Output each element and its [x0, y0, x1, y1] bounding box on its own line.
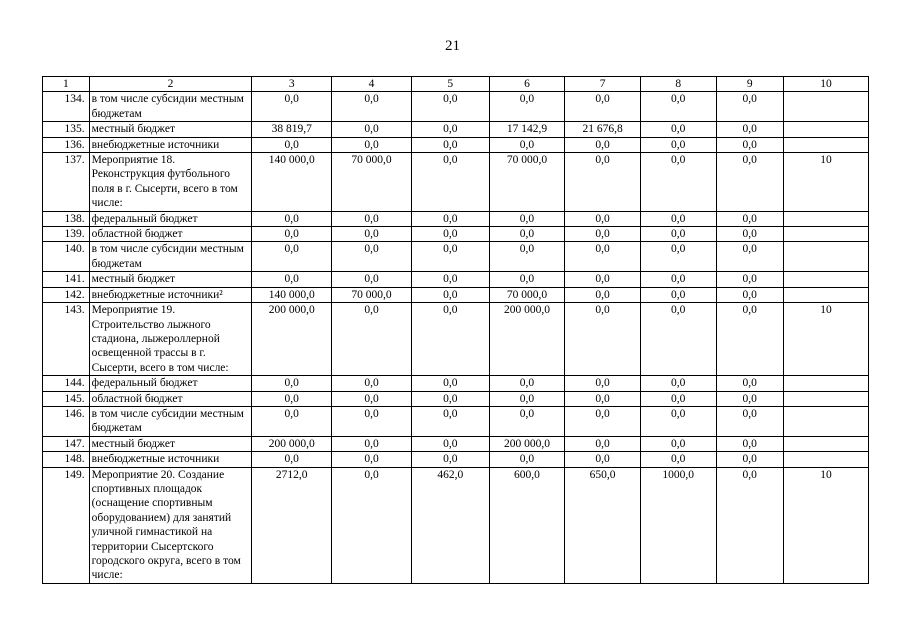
value-cell: 0,0	[565, 272, 641, 287]
value-cell: 0,0	[565, 227, 641, 242]
value-cell: 0,0	[565, 287, 641, 302]
page-number: 21	[445, 38, 460, 54]
value-cell: 0,0	[640, 287, 716, 302]
value-cell: 0,0	[640, 272, 716, 287]
row-label: внебюджетные источники	[89, 452, 252, 467]
table-row	[43, 376, 869, 391]
value-cell	[783, 211, 868, 226]
row-label: областной бюджет	[89, 391, 252, 406]
row-label: внебюджетные источники	[89, 137, 252, 152]
value-cell: 0,0	[411, 92, 489, 122]
value-cell: 0,0	[332, 406, 412, 436]
table-row	[43, 467, 869, 583]
value-cell: 0,0	[332, 122, 412, 137]
value-cell: 0,0	[640, 122, 716, 137]
value-cell: 0,0	[716, 467, 783, 583]
value-cell: 0,0	[411, 122, 489, 137]
value-cell: 0,0	[332, 303, 412, 376]
value-cell: 0,0	[489, 391, 565, 406]
column-header: 1	[43, 77, 90, 92]
table-header-row	[43, 77, 869, 92]
value-cell: 10	[783, 153, 868, 212]
value-cell	[783, 137, 868, 152]
value-cell: 0,0	[716, 92, 783, 122]
row-label: местный бюджет	[89, 272, 252, 287]
value-cell	[783, 227, 868, 242]
row-number: 147.	[43, 436, 90, 451]
value-cell	[783, 92, 868, 122]
value-cell	[783, 452, 868, 467]
table-row	[43, 137, 869, 152]
value-cell: 0,0	[640, 227, 716, 242]
row-label: областной бюджет	[89, 227, 252, 242]
value-cell: 462,0	[411, 467, 489, 583]
value-cell: 0,0	[716, 452, 783, 467]
value-cell: 17 142,9	[489, 122, 565, 137]
value-cell: 140 000,0	[252, 153, 332, 212]
table-row	[43, 406, 869, 436]
value-cell: 0,0	[252, 211, 332, 226]
table-row	[43, 92, 869, 122]
table-row	[43, 242, 869, 272]
value-cell: 0,0	[411, 242, 489, 272]
row-label: внебюджетные источники²	[89, 287, 252, 302]
value-cell: 0,0	[640, 376, 716, 391]
value-cell: 0,0	[640, 242, 716, 272]
row-number: 140.	[43, 242, 90, 272]
value-cell: 10	[783, 467, 868, 583]
value-cell: 0,0	[252, 452, 332, 467]
column-header: 8	[640, 77, 716, 92]
value-cell: 0,0	[640, 391, 716, 406]
value-cell: 0,0	[411, 272, 489, 287]
table-row	[43, 227, 869, 242]
value-cell: 70 000,0	[332, 287, 412, 302]
value-cell	[783, 406, 868, 436]
budget-table	[42, 76, 869, 584]
value-cell: 0,0	[565, 92, 641, 122]
value-cell: 70 000,0	[489, 153, 565, 212]
table-row	[43, 303, 869, 376]
row-number: 148.	[43, 452, 90, 467]
table-row	[43, 153, 869, 212]
value-cell: 650,0	[565, 467, 641, 583]
column-header: 9	[716, 77, 783, 92]
value-cell: 0,0	[332, 467, 412, 583]
value-cell: 0,0	[332, 452, 412, 467]
value-cell	[783, 242, 868, 272]
value-cell: 2712,0	[252, 467, 332, 583]
value-cell: 0,0	[252, 406, 332, 436]
column-header: 5	[411, 77, 489, 92]
table-row	[43, 287, 869, 302]
value-cell: 0,0	[252, 272, 332, 287]
value-cell: 10	[783, 303, 868, 376]
value-cell: 0,0	[565, 452, 641, 467]
value-cell: 0,0	[640, 436, 716, 451]
value-cell: 0,0	[332, 272, 412, 287]
value-cell: 0,0	[565, 242, 641, 272]
value-cell: 0,0	[411, 436, 489, 451]
row-label: Мероприятие 20. Создание спортивных площадок (оснащение спортивным оборудованием) для занятий уличной гимнастикой на территории Сысертского городского округа, всего в том числе:	[89, 467, 252, 583]
value-cell: 0,0	[565, 137, 641, 152]
value-cell: 0,0	[411, 211, 489, 226]
value-cell: 0,0	[332, 137, 412, 152]
value-cell: 0,0	[640, 406, 716, 436]
row-number: 144.	[43, 376, 90, 391]
value-cell: 0,0	[411, 303, 489, 376]
value-cell	[783, 376, 868, 391]
row-number: 149.	[43, 467, 90, 583]
row-label: Мероприятие 18. Реконструкция футбольного поля в г. Сысерти, всего в том числе:	[89, 153, 252, 212]
value-cell: 0,0	[252, 137, 332, 152]
value-cell: 0,0	[716, 376, 783, 391]
value-cell	[783, 391, 868, 406]
value-cell: 0,0	[489, 272, 565, 287]
value-cell: 0,0	[716, 153, 783, 212]
value-cell: 0,0	[411, 227, 489, 242]
value-cell: 0,0	[489, 137, 565, 152]
value-cell: 0,0	[716, 137, 783, 152]
row-number: 137.	[43, 153, 90, 212]
table-row	[43, 436, 869, 451]
value-cell: 0,0	[716, 406, 783, 436]
column-header: 7	[565, 77, 641, 92]
value-cell: 0,0	[411, 153, 489, 212]
value-cell	[783, 272, 868, 287]
value-cell: 0,0	[565, 211, 641, 226]
value-cell: 200 000,0	[252, 436, 332, 451]
row-number: 139.	[43, 227, 90, 242]
value-cell: 0,0	[411, 376, 489, 391]
value-cell	[783, 436, 868, 451]
table-body	[43, 77, 869, 584]
value-cell: 0,0	[716, 303, 783, 376]
value-cell: 0,0	[489, 242, 565, 272]
value-cell: 0,0	[565, 391, 641, 406]
column-header: 10	[783, 77, 868, 92]
value-cell: 0,0	[252, 92, 332, 122]
value-cell: 0,0	[332, 436, 412, 451]
value-cell: 200 000,0	[252, 303, 332, 376]
value-cell: 0,0	[489, 211, 565, 226]
value-cell: 0,0	[640, 303, 716, 376]
value-cell: 0,0	[716, 272, 783, 287]
value-cell: 0,0	[332, 211, 412, 226]
value-cell: 0,0	[716, 227, 783, 242]
value-cell: 38 819,7	[252, 122, 332, 137]
value-cell: 0,0	[640, 92, 716, 122]
value-cell: 0,0	[565, 303, 641, 376]
value-cell: 0,0	[332, 92, 412, 122]
table-row	[43, 272, 869, 287]
value-cell: 0,0	[716, 287, 783, 302]
value-cell: 0,0	[565, 376, 641, 391]
value-cell: 0,0	[640, 211, 716, 226]
row-number: 136.	[43, 137, 90, 152]
row-label: в том числе субсидии местным бюджетам	[89, 242, 252, 272]
value-cell: 0,0	[332, 391, 412, 406]
row-label: федеральный бюджет	[89, 376, 252, 391]
value-cell: 0,0	[565, 153, 641, 212]
value-cell: 70 000,0	[332, 153, 412, 212]
value-cell: 0,0	[716, 122, 783, 137]
value-cell: 0,0	[252, 391, 332, 406]
column-header: 4	[332, 77, 412, 92]
row-label: в том числе субсидии местным бюджетам	[89, 92, 252, 122]
value-cell: 200 000,0	[489, 436, 565, 451]
value-cell: 0,0	[332, 227, 412, 242]
row-label: местный бюджет	[89, 436, 252, 451]
value-cell: 0,0	[489, 452, 565, 467]
row-number: 142.	[43, 287, 90, 302]
value-cell: 0,0	[252, 227, 332, 242]
value-cell	[783, 122, 868, 137]
value-cell: 600,0	[489, 467, 565, 583]
value-cell: 0,0	[411, 406, 489, 436]
value-cell: 0,0	[489, 406, 565, 436]
row-number: 138.	[43, 211, 90, 226]
row-number: 134.	[43, 92, 90, 122]
value-cell	[783, 287, 868, 302]
value-cell: 0,0	[489, 227, 565, 242]
value-cell: 0,0	[565, 436, 641, 451]
table-row	[43, 391, 869, 406]
value-cell: 21 676,8	[565, 122, 641, 137]
value-cell: 0,0	[716, 211, 783, 226]
value-cell: 0,0	[332, 376, 412, 391]
value-cell: 140 000,0	[252, 287, 332, 302]
row-number: 146.	[43, 406, 90, 436]
value-cell: 0,0	[640, 153, 716, 212]
value-cell: 0,0	[565, 406, 641, 436]
value-cell: 0,0	[640, 137, 716, 152]
row-label: в том числе субсидии местным бюджетам	[89, 406, 252, 436]
row-label: федеральный бюджет	[89, 211, 252, 226]
table-row	[43, 122, 869, 137]
value-cell: 0,0	[332, 242, 412, 272]
row-label: Мероприятие 19. Строительство лыжного стадиона, лыжероллерной освещенной трассы в г. Сысерти, всего в том числе:	[89, 303, 252, 376]
column-header: 3	[252, 77, 332, 92]
value-cell: 0,0	[489, 92, 565, 122]
value-cell: 0,0	[716, 436, 783, 451]
value-cell: 0,0	[716, 391, 783, 406]
value-cell: 200 000,0	[489, 303, 565, 376]
row-number: 141.	[43, 272, 90, 287]
value-cell: 0,0	[252, 376, 332, 391]
row-number: 135.	[43, 122, 90, 137]
value-cell: 1000,0	[640, 467, 716, 583]
value-cell: 0,0	[489, 376, 565, 391]
row-number: 143.	[43, 303, 90, 376]
value-cell: 70 000,0	[489, 287, 565, 302]
value-cell: 0,0	[411, 452, 489, 467]
value-cell: 0,0	[716, 242, 783, 272]
row-label: местный бюджет	[89, 122, 252, 137]
table-row	[43, 211, 869, 226]
value-cell: 0,0	[411, 287, 489, 302]
value-cell: 0,0	[411, 391, 489, 406]
value-cell: 0,0	[640, 452, 716, 467]
column-header: 2	[89, 77, 252, 92]
row-number: 145.	[43, 391, 90, 406]
value-cell: 0,0	[411, 137, 489, 152]
value-cell: 0,0	[252, 242, 332, 272]
column-header: 6	[489, 77, 565, 92]
table-row	[43, 452, 869, 467]
